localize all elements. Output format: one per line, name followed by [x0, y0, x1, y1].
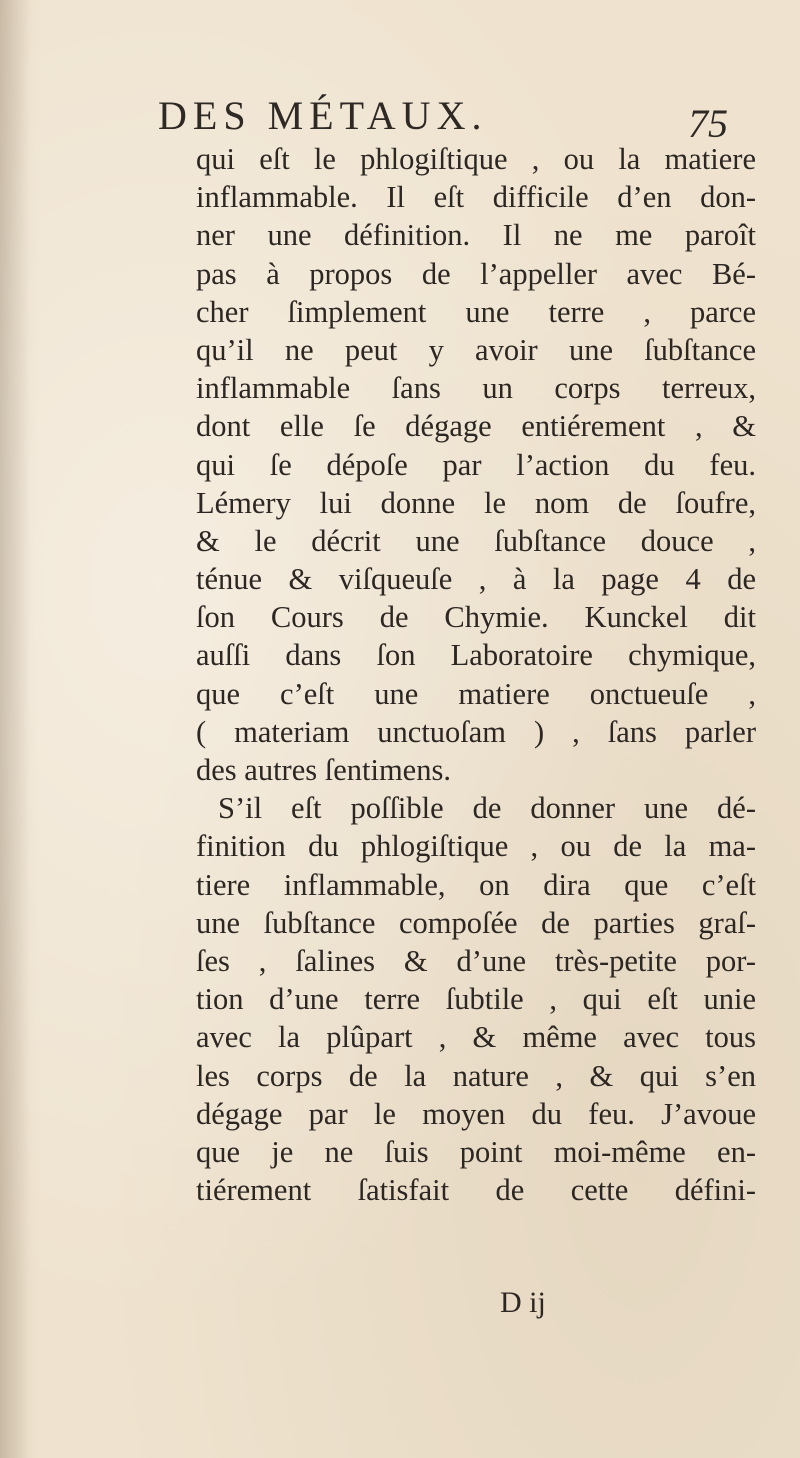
signature-mark: D ij: [500, 1286, 546, 1319]
text-line: pas à propos de l’appeller avec Bé-: [196, 256, 756, 291]
text-line: inflammable. Il eſt difficile d’en don-: [196, 180, 756, 215]
text-line: inflammable ſans un corps terreux,: [196, 371, 756, 406]
text-line: ténue & viſqueuſe , à la page 4 de: [196, 562, 756, 597]
text-line: S’il eſt poſſible de donner une dé-: [218, 791, 756, 826]
text-line: les corps de la nature , & qui s’en: [196, 1058, 756, 1093]
page-gutter-shadow: [0, 0, 30, 1458]
text-line: dont elle ſe dégage entiérement , &: [196, 409, 756, 444]
text-line: tion d’une terre ſubtile , qui eſt unie: [196, 982, 756, 1017]
text-line: qu’il ne peut y avoir une ſubſtance: [196, 332, 756, 367]
text-line: & le décrit une ſubſtance douce ,: [196, 523, 756, 558]
page-number: 75: [688, 101, 728, 146]
text-line: dégage par le moyen du feu. J’avoue: [196, 1096, 756, 1131]
text-line: qui eſt le phlogiſtique , ou la matiere: [196, 142, 756, 176]
paragraph-2: [196, 789, 756, 1209]
text-line: cher ſimplement une terre , parce: [196, 294, 756, 329]
text-line: tiere inflammable, on dira que c’eſt: [196, 867, 756, 902]
text-line: finition du phlogiſtique , ou de la ma-: [196, 829, 756, 864]
text-line: qui ſe dépoſe par l’action du feu.: [196, 447, 756, 482]
text-line: ( materiam unctuoſam ) , ſans parler: [196, 714, 756, 749]
text-line: avec la plûpart , & même avec tous: [196, 1020, 756, 1055]
body-text: [196, 140, 756, 1209]
text-line: ner une définition. Il ne me paroît: [196, 218, 756, 253]
text-line: des autres ſentimens.: [196, 753, 451, 787]
text-line: Lémery lui donne le nom de ſoufre,: [196, 485, 756, 520]
text-line: que je ne ſuis point moi-même en-: [196, 1134, 756, 1169]
paragraph-1: [196, 140, 756, 789]
running-title: DES MÉTAUX.: [158, 93, 488, 138]
text-line: ſon Cours de Chymie. Kunckel dit: [196, 600, 756, 635]
text-line: tiérement ſatisfait de cette défini-: [196, 1173, 756, 1208]
text-line: que c’eſt une matiere onctueuſe ,: [196, 676, 756, 711]
text-line: ſes , ſalines & d’une très-petite por-: [196, 943, 756, 978]
text-line: auſſi dans ſon Laboratoire chymique,: [196, 638, 756, 673]
text-line: une ſubſtance compoſée de parties graſ-: [196, 905, 756, 940]
